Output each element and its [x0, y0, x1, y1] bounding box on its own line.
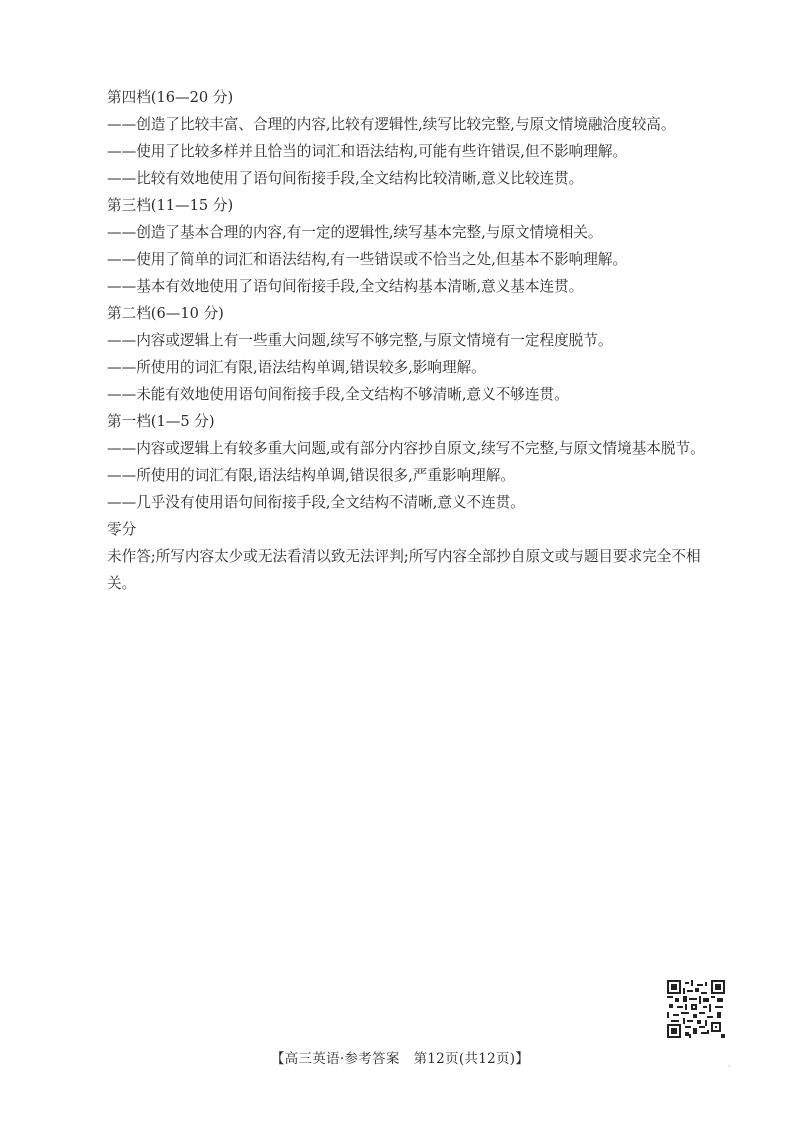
scan-mark: · [728, 1062, 731, 1071]
grade-heading: 第一档(1—5 分) [107, 413, 215, 430]
page-footer: 【高三英语·参考答案 第12页(共12页)】 [270, 1051, 530, 1067]
zero-description: 未作答;所写内容太少或无法看清以致无法评判;所写内容全部抄自原文或与题目要求完全不相关。 [107, 548, 701, 592]
criterion-line: ——所使用的词汇有限,语法结构单调,错误较多,影响理解。 [107, 359, 486, 376]
section-grade-3 [107, 192, 727, 300]
grade-heading: 第三档(11—15 分) [107, 197, 234, 214]
criterion-line: ——所使用的词汇有限,语法结构单调,错误很多,严重影响理解。 [107, 467, 515, 484]
criterion-line: ——创造了比较丰富、合理的内容,比较有逻辑性,续写比较完整,与原文情境融洽度较高。 [107, 116, 676, 133]
section-grade-2 [107, 300, 727, 408]
section-grade-1 [107, 408, 727, 516]
criterion-line: ——比较有效地使用了语句间衔接手段,全文结构比较清晰,意义比较连贯。 [107, 170, 584, 187]
section-grade-4 [107, 84, 727, 192]
criterion-line: ——创造了基本合理的内容,有一定的逻辑性,续写基本完整,与原文情境相关。 [107, 224, 603, 241]
criterion-line: ——使用了比较多样并且恰当的词汇和语法结构,可能有些许错误,但不影响理解。 [107, 143, 628, 160]
grade-heading: 第二档(6—10 分) [107, 305, 224, 322]
section-zero [107, 516, 727, 597]
scoring-rubric [107, 84, 727, 597]
grade-heading: 第四档(16—20 分) [107, 89, 234, 106]
criterion-line: ——内容或逻辑上有较多重大问题,或有部分内容抄自原文,续写不完整,与原文情境基本脱节。 [107, 440, 705, 457]
criterion-line: ——基本有效地使用了语句间衔接手段,全文结构基本清晰,意义基本连贯。 [107, 278, 584, 295]
criterion-line: ——几乎没有使用语句间衔接手段,全文结构不清晰,意义不连贯。 [107, 494, 525, 511]
qr-code-icon [667, 980, 725, 1038]
criterion-line: ——使用了简单的词汇和语法结构,有一些错误或不恰当之处,但基本不影响理解。 [107, 251, 628, 268]
criterion-line: ——内容或逻辑上有一些重大问题,续写不够完整,与原文情境有一定程度脱节。 [107, 332, 613, 349]
zero-heading: 零分 [107, 521, 137, 538]
criterion-line: ——未能有效地使用语句间衔接手段,全文结构不够清晰,意义不够连贯。 [107, 386, 569, 403]
